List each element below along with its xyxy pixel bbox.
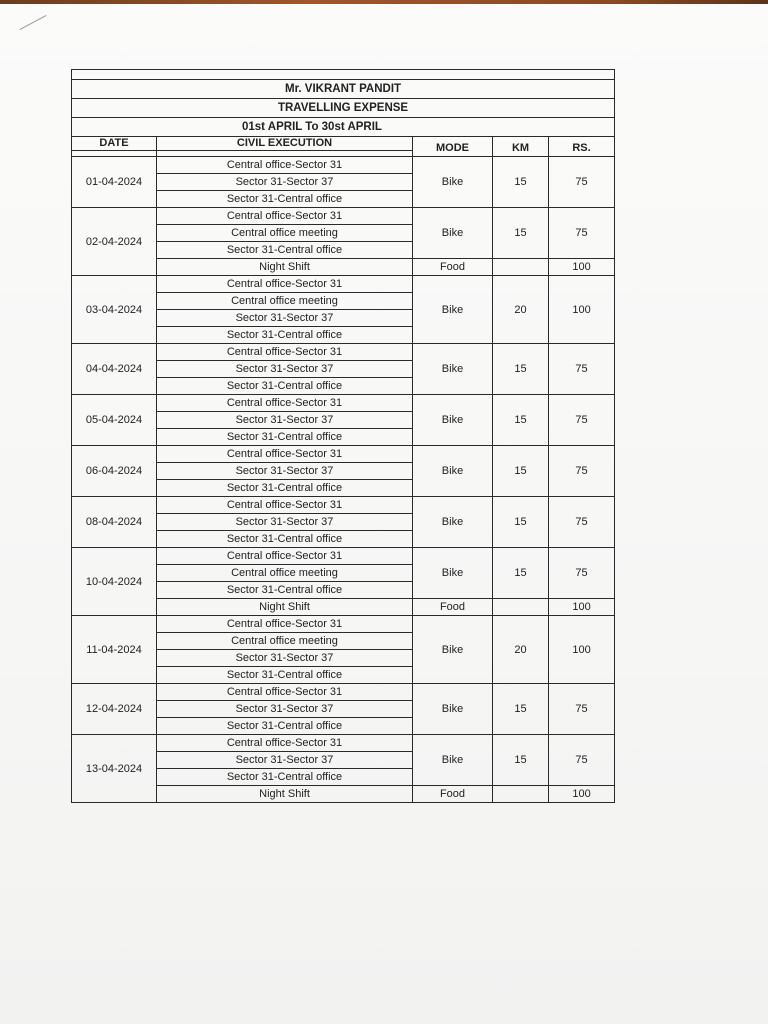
extra-km-cell: [493, 786, 549, 803]
route-cell: Central office meeting: [157, 293, 413, 310]
rs-cell: 75: [549, 446, 615, 497]
route-cell: Central office meeting: [157, 565, 413, 582]
subtitle-row: [72, 99, 615, 118]
rs-cell: 100: [549, 616, 615, 684]
route-cell: Central office-Sector 31: [157, 497, 413, 514]
extra-km-cell: [493, 599, 549, 616]
km-cell: 15: [493, 157, 549, 208]
extra-route-cell: Night Shift: [157, 599, 413, 616]
km-cell: 15: [493, 735, 549, 786]
route-cell: Sector 31-Central office: [157, 718, 413, 735]
col-rs-header: RS.: [549, 137, 615, 157]
date-cell: 06-04-2024: [72, 446, 157, 497]
mode-cell: Bike: [413, 157, 493, 208]
route-cell: Central office-Sector 31: [157, 548, 413, 565]
col-execution-header: CIVIL EXECUTION: [157, 137, 413, 151]
route-cell: Sector 31-Central office: [157, 531, 413, 548]
date-cell: 05-04-2024: [72, 395, 157, 446]
extra-route-cell: Night Shift: [157, 259, 413, 276]
km-cell: 15: [493, 497, 549, 548]
mode-cell: Bike: [413, 684, 493, 735]
rs-cell: 75: [549, 548, 615, 599]
mode-cell: Bike: [413, 735, 493, 786]
route-cell: Sector 31-Sector 37: [157, 701, 413, 718]
route-cell: Sector 31-Sector 37: [157, 650, 413, 667]
route-cell: Sector 31-Central office: [157, 582, 413, 599]
expense-table: [71, 69, 615, 803]
route-cell: Central office-Sector 31: [157, 157, 413, 174]
route-cell: Central office-Sector 31: [157, 735, 413, 752]
extra-mode-cell: Food: [413, 599, 493, 616]
report-title: TRAVELLING EXPENSE: [72, 99, 615, 118]
desk-edge: [0, 0, 768, 4]
route-cell: Sector 31-Central office: [157, 242, 413, 259]
rs-cell: 75: [549, 157, 615, 208]
report-period: 01st APRIL To 30st APRIL: [72, 118, 413, 137]
route-cell: Sector 31-Sector 37: [157, 361, 413, 378]
km-cell: 15: [493, 208, 549, 259]
km-cell: 20: [493, 616, 549, 684]
title-row: [72, 80, 615, 99]
route-cell: Sector 31-Central office: [157, 667, 413, 684]
mode-cell: Bike: [413, 208, 493, 259]
table-row: [72, 497, 615, 514]
mode-cell: Bike: [413, 616, 493, 684]
km-cell: 15: [493, 684, 549, 735]
route-cell: Sector 31-Central office: [157, 191, 413, 208]
table-row: [72, 684, 615, 701]
route-cell: Central office-Sector 31: [157, 446, 413, 463]
employee-name: Mr. VIKRANT PANDIT: [72, 80, 615, 99]
km-cell: 20: [493, 276, 549, 344]
route-cell: Central office-Sector 31: [157, 684, 413, 701]
header-row: [72, 137, 615, 151]
date-cell: 10-04-2024: [72, 548, 157, 616]
route-cell: Central office-Sector 31: [157, 395, 413, 412]
route-cell: Sector 31-Sector 37: [157, 463, 413, 480]
date-cell: 01-04-2024: [72, 157, 157, 208]
table-row: [72, 344, 615, 361]
route-cell: Central office meeting: [157, 225, 413, 242]
table-row: [72, 276, 615, 293]
col-km-header: KM: [493, 137, 549, 157]
date-cell: 03-04-2024: [72, 276, 157, 344]
mode-cell: Bike: [413, 548, 493, 599]
km-cell: 15: [493, 548, 549, 599]
route-cell: Sector 31-Central office: [157, 429, 413, 446]
date-cell: 02-04-2024: [72, 208, 157, 276]
extra-mode-cell: Food: [413, 259, 493, 276]
date-cell: 13-04-2024: [72, 735, 157, 803]
km-cell: 15: [493, 446, 549, 497]
route-cell: Sector 31-Sector 37: [157, 310, 413, 327]
mode-cell: Bike: [413, 276, 493, 344]
mode-cell: Bike: [413, 497, 493, 548]
table-row: [72, 446, 615, 463]
mode-cell: Bike: [413, 446, 493, 497]
rs-cell: 75: [549, 344, 615, 395]
route-cell: Central office-Sector 31: [157, 616, 413, 633]
date-cell: 12-04-2024: [72, 684, 157, 735]
table-row: [72, 157, 615, 174]
rs-cell: 75: [549, 208, 615, 259]
period-row: [72, 118, 615, 137]
date-cell: 04-04-2024: [72, 344, 157, 395]
table-row: [72, 616, 615, 633]
table-row: [72, 548, 615, 565]
route-cell: Central office-Sector 31: [157, 208, 413, 225]
extra-km-cell: [493, 259, 549, 276]
route-cell: Central office-Sector 31: [157, 276, 413, 293]
rs-cell: 75: [549, 684, 615, 735]
km-cell: 15: [493, 395, 549, 446]
route-cell: Sector 31-Sector 37: [157, 752, 413, 769]
route-cell: Sector 31-Central office: [157, 769, 413, 786]
table-row: [72, 208, 615, 225]
col-date-header: DATE: [72, 137, 157, 151]
rs-cell: 75: [549, 735, 615, 786]
mode-cell: Bike: [413, 344, 493, 395]
rs-cell: 100: [549, 276, 615, 344]
date-cell: 11-04-2024: [72, 616, 157, 684]
col-mode-header: MODE: [413, 137, 493, 157]
date-cell: 08-04-2024: [72, 497, 157, 548]
route-cell: Sector 31-Sector 37: [157, 514, 413, 531]
route-cell: Sector 31-Central office: [157, 378, 413, 395]
extra-rs-cell: 100: [549, 259, 615, 276]
blank-row: [72, 70, 615, 80]
extra-route-cell: Night Shift: [157, 786, 413, 803]
route-cell: Central office-Sector 31: [157, 344, 413, 361]
table-row: [72, 395, 615, 412]
mode-cell: Bike: [413, 395, 493, 446]
extra-rs-cell: 100: [549, 786, 615, 803]
table-row: [72, 735, 615, 752]
rs-cell: 75: [549, 497, 615, 548]
route-cell: Sector 31-Sector 37: [157, 412, 413, 429]
extra-rs-cell: 100: [549, 599, 615, 616]
route-cell: Sector 31-Central office: [157, 480, 413, 497]
route-cell: Central office meeting: [157, 633, 413, 650]
extra-mode-cell: Food: [413, 786, 493, 803]
route-cell: Sector 31-Central office: [157, 327, 413, 344]
km-cell: 15: [493, 344, 549, 395]
route-cell: Sector 31-Sector 37: [157, 174, 413, 191]
rs-cell: 75: [549, 395, 615, 446]
